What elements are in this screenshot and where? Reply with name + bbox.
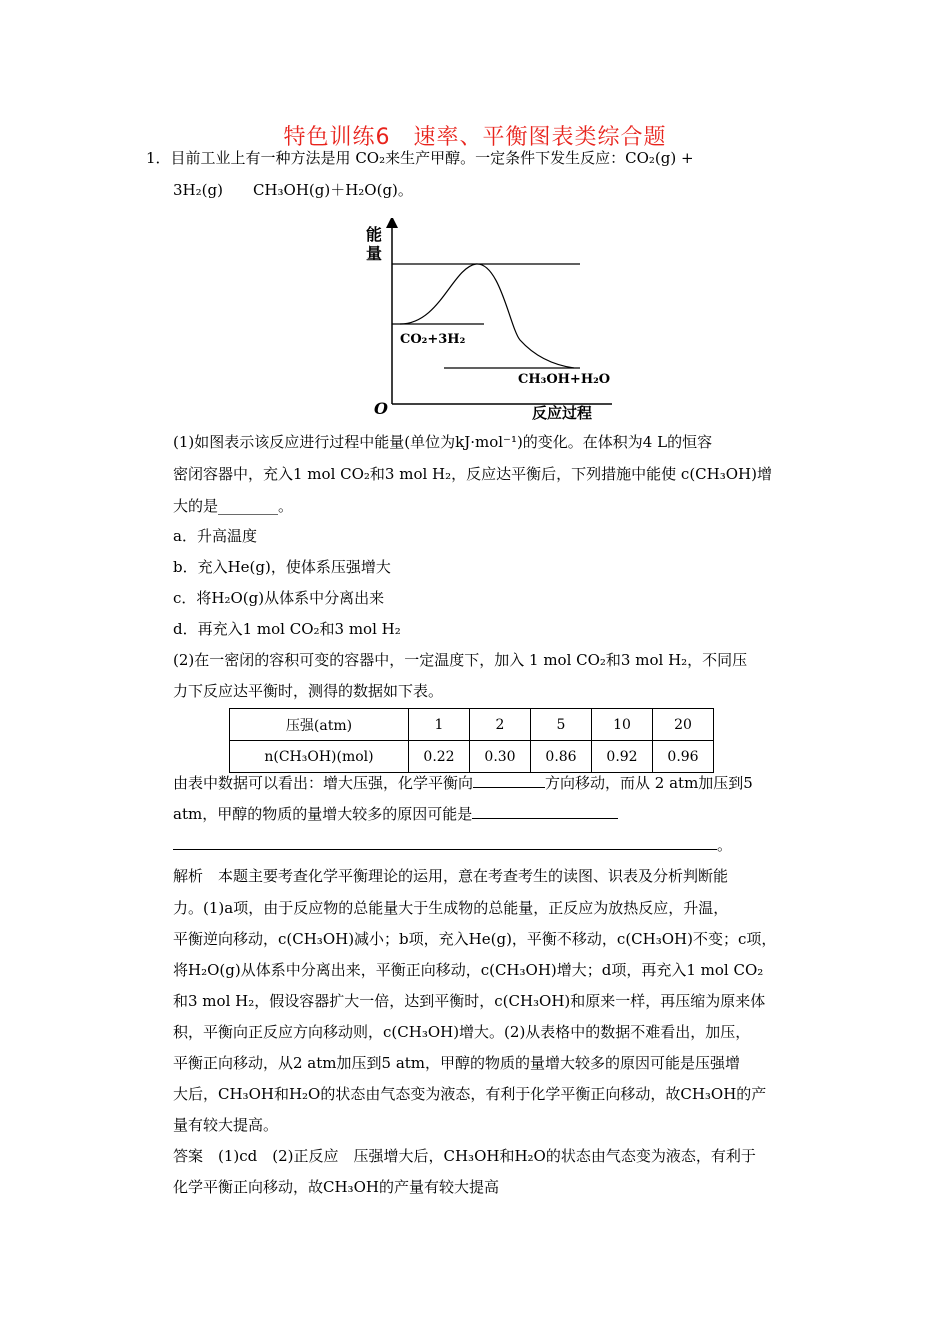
analysis-line: 平衡逆向移动，c(CH₃OH)减小；b项，充入He(g)，平衡不移动，c(CH₃OH)不变；c项， (173, 930, 777, 948)
answer-line: 答案 (1)cd (2)正反应 压强增大后，CH₃OH和H₂O的状态由气态变为液态，有利于 (173, 1147, 756, 1165)
x-axis-label: 反应过程 (532, 404, 593, 422)
question-line-1: 1．目前工业上有一种方法是用 CO₂来生产甲醇。一定条件下发生反应：CO₂(g) + (146, 149, 694, 167)
answer-line: 化学平衡正向移动，故CH₃OH的产量有较大提高 (173, 1178, 499, 1196)
analysis-line: 积，平衡向正反应方向移动则，c(CH₃OH)增大。(2)从表格中的数据不难看出，加压， (173, 1023, 751, 1041)
table-cell: 2 (470, 709, 531, 741)
table-cell: 10 (592, 709, 653, 741)
conclusion-text-b: 方向移动，而从 2 atm加压到5 (545, 774, 753, 792)
conclusion-text-c: atm，甲醇的物质的量增大较多的原因可能是 (173, 805, 473, 823)
analysis-line: 平衡正向移动，从2 atm加压到5 atm，甲醇的物质的量增大较多的原因可能是压强增 (173, 1054, 741, 1072)
y-axis-label-1: 能 (366, 225, 383, 244)
products-label: CH₃OH+H₂O (518, 372, 611, 387)
energy-diagram (360, 218, 620, 423)
analysis-line: 解析 本题主要考查化学平衡理论的运用，意在考查考生的读图、识表及分析判断能 (173, 867, 729, 885)
origin-label: O (374, 399, 388, 418)
page-title: 特色训练6 速率、平衡图表类综合题 (283, 125, 667, 150)
energy-curve (400, 264, 574, 368)
conclusion-end: 。 (717, 836, 733, 854)
table-row (230, 741, 714, 773)
analysis-line: 力。(1)a项，由于反应物的总能量大于生成物的总能量，正反应为放热反应，升温， (173, 899, 729, 917)
data-table (229, 708, 714, 773)
answer-blank-reason (472, 804, 618, 819)
analysis-line: 和3 mol H₂，假设容器扩大一倍，达到平衡时，c(CH₃OH)和原来一样，再压缩为原来体 (173, 992, 766, 1010)
part2-line-2: 力下反应达平衡时，测得的数据如下表。 (173, 682, 444, 700)
table-cell: 0.30 (470, 741, 531, 773)
part1-line-1: (1)如图表示该反应进行过程中能量(单位为kJ·mol⁻¹)的变化。在体积为4 L的恒容 (173, 433, 713, 451)
part1-line-3: 大的是________。 (173, 497, 294, 515)
table-cell: 0.92 (592, 741, 653, 773)
option-a: a．升高温度 (173, 527, 257, 545)
reactants-label: CO₂+3H₂ (400, 332, 466, 347)
y-axis-label-2: 量 (366, 244, 383, 263)
conclusion-line-3 (173, 835, 732, 855)
part1-line-2: 密闭容器中，充入1 mol CO₂和3 mol H₂，反应达平衡后，下列措施中能使 c(CH₃OH)增 (173, 465, 772, 483)
analysis-line: 将H₂O(g)从体系中分离出来，平衡正向移动，c(CH₃OH)增大；d项，再充入1 mol CO₂ (173, 961, 764, 979)
table-header-cell: 压强(atm) (230, 709, 409, 741)
conclusion-line-1 (173, 773, 753, 793)
option-d: d．再充入1 mol CO₂和3 mol H₂ (173, 620, 401, 638)
table-row (230, 709, 714, 741)
question-line-2: 3H₂(g) CH₃OH(g)＋H₂O(g)。 (173, 181, 413, 199)
analysis-line: 量有较大提高。 (173, 1116, 279, 1134)
table-cell: 0.22 (409, 741, 470, 773)
table-header-cell: n(CH₃OH)(mol) (230, 741, 409, 773)
conclusion-text-a: 由表中数据可以看出：增大压强，化学平衡向 (173, 774, 474, 792)
option-c: c．将H₂O(g)从体系中分离出来 (173, 589, 385, 607)
answer-blank-reason-cont (173, 835, 717, 850)
table-cell: 20 (653, 709, 714, 741)
conclusion-line-2 (173, 804, 618, 824)
table-cell: 0.96 (653, 741, 714, 773)
part2-line-1: (2)在一密闭的容积可变的容器中，一定温度下，加入 1 mol CO₂和3 mol H₂，不同压 (173, 651, 748, 669)
answer-blank-direction (473, 773, 545, 788)
table-cell: 0.86 (531, 741, 592, 773)
table-cell: 5 (531, 709, 592, 741)
option-b: b．充入He(g)，使体系压强增大 (173, 558, 391, 576)
table-cell: 1 (409, 709, 470, 741)
analysis-line: 大后，CH₃OH和H₂O的状态由气态变为液态，有利于化学平衡正向移动，故CH₃OH的产 (173, 1085, 767, 1103)
